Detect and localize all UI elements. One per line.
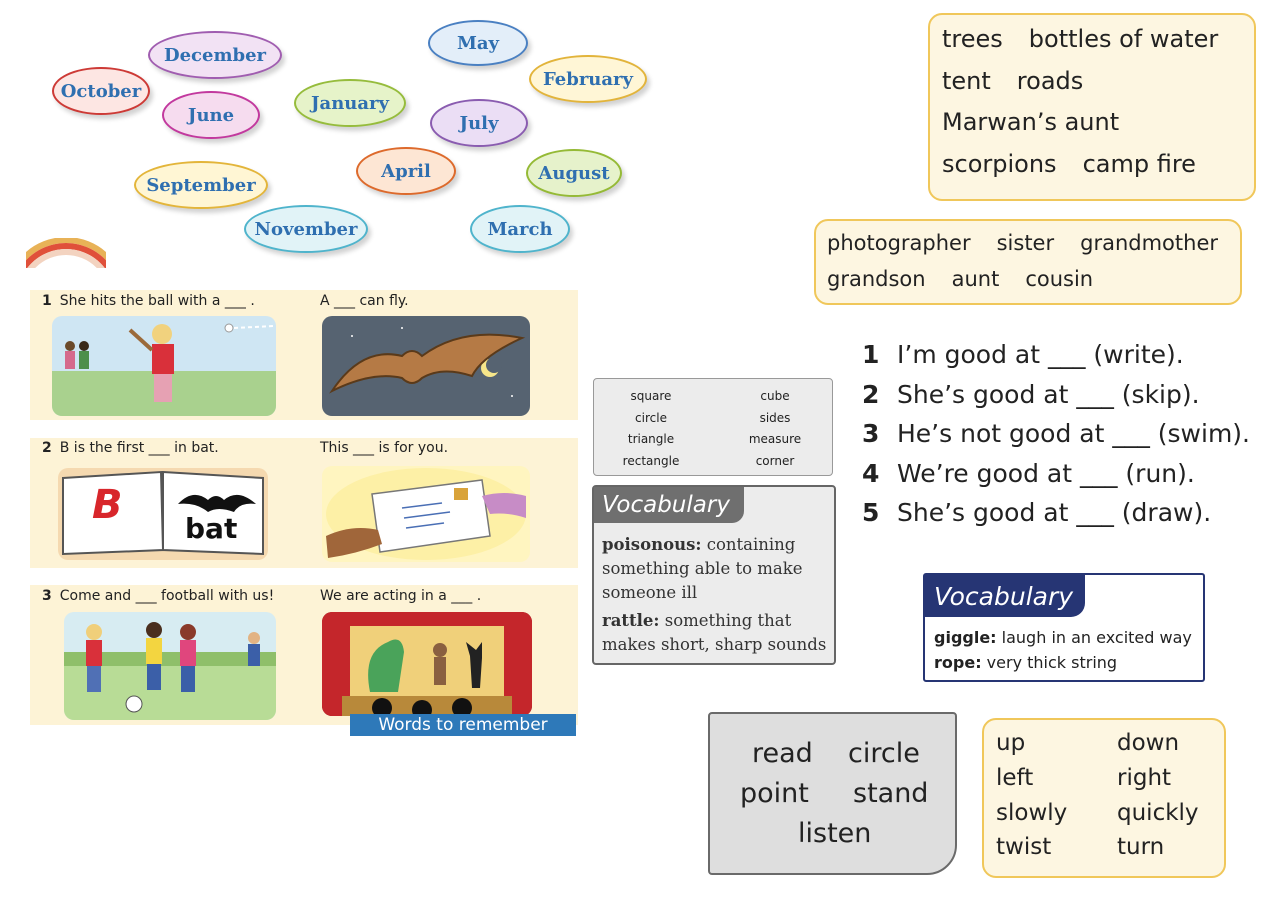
word: twist [996,834,1052,860]
vocabulary-heading: Vocabulary [594,487,744,523]
vocabulary-entry [602,609,832,657]
word: Marwan’s aunt [942,108,1120,136]
word: circle [848,738,920,769]
word: listen [798,818,872,849]
exercise-panel [30,290,578,735]
vocabulary-term: giggle: [934,628,997,647]
word: down [1117,730,1180,756]
word: grandmother [1080,231,1218,255]
word: corner [755,454,795,468]
word: sides [759,411,791,425]
word: up [996,730,1026,756]
month-bubble: October [52,67,150,115]
word: turn [1117,834,1165,860]
vocabulary-heading: Vocabulary [925,575,1085,617]
vocabulary-definition: very thick string [981,653,1118,672]
family-word-box [814,219,1242,305]
alphabet-book-illustration [58,468,268,560]
word: square [630,389,672,403]
word: cousin [1025,267,1094,291]
month-bubble: August [526,149,622,197]
sentence-item: 5 She’s good at ___ (draw). [862,498,1212,527]
play-stage-illustration [322,612,532,716]
months-panel [26,5,664,267]
word: tent [942,67,991,95]
word: scorpions [942,150,1057,178]
bat-illustration [322,316,530,416]
girl-batting-illustration [52,316,276,416]
month-bubble: January [294,79,406,127]
word: triangle [627,432,675,446]
word: sister [996,231,1055,255]
vocabulary-box-serif [592,485,836,665]
month-bubble: September [134,161,268,209]
exercise-sentence: A ___ can fly. [320,293,409,309]
action-word-box [708,712,957,875]
word: stand [853,778,929,809]
month-bubble: July [430,99,528,147]
vocabulary-definition: laugh in an excited way [996,628,1192,647]
word-row [827,231,1244,255]
good-at-sentences [862,335,1262,533]
word: circle [635,411,667,425]
camping-word-box [928,13,1256,201]
vocabulary-term: rope: [934,653,982,672]
sentence-item: 1 I’m good at ___ (write). [862,340,1184,369]
vocabulary-entry [934,650,1192,675]
month-bubble: March [470,205,570,253]
vocabulary-definitions [934,625,1192,675]
sentence-item: 2 She’s good at ___ (skip). [862,379,1200,409]
shapes-word-box [593,378,833,476]
vocabulary-entry [602,533,832,605]
direction-word-box [982,718,1226,878]
word: left [996,765,1034,791]
word-row [942,25,1244,53]
rainbow-decoration [26,238,106,268]
exercise-sentence: 3 Come and ___ football with us! [42,588,275,604]
month-bubble: November [244,205,368,253]
word: aunt [951,267,1000,291]
word: roads [1016,67,1084,95]
word: point [740,778,809,809]
word: quickly [1117,800,1199,826]
vocabulary-term: poisonous: [602,535,702,554]
exercise-sentence: We are acting in a ___ . [320,588,482,604]
word: right [1117,765,1172,791]
football-illustration [64,612,276,720]
book-letter: B [92,482,123,528]
vocabulary-entry [934,625,1192,650]
exercise-sentence: 1 She hits the ball with a ___ . [42,293,255,309]
word: photographer [827,231,971,255]
book-word: bat [185,512,238,545]
word: cube [760,389,790,403]
month-bubble: June [162,91,260,139]
word: grandson [827,267,926,291]
vocabulary-term: rattle: [602,611,660,630]
month-bubble: December [148,31,282,79]
word-row [942,67,1109,95]
word: read [752,738,813,769]
word: trees [942,25,1003,53]
word-row [827,267,1119,291]
word-row [942,108,1145,136]
word: slowly [996,800,1068,826]
exercise-sentence: 2 B is the first ___ in bat. [42,440,219,456]
word: camp fire [1082,150,1196,178]
month-bubble: May [428,20,528,66]
vocabulary-definitions [602,533,832,657]
words-to-remember-banner: Words to remember [350,714,576,736]
month-bubble: April [356,147,456,195]
sentence-item: 4 We’re good at ___ (run). [862,458,1195,488]
word: rectangle [622,454,680,468]
exercise-sentence: This ___ is for you. [320,440,449,456]
vocabulary-definition: something that makes short, sharp sounds [602,611,827,654]
sentence-item: 3 He’s not good at ___ (swim). [862,419,1251,448]
vocabulary-box-sans [923,573,1205,682]
word-row [942,150,1222,178]
month-bubble: February [529,55,647,103]
word: bottles of water [1028,25,1219,53]
vocabulary-definition: containing something able to make someone ill [602,535,803,602]
envelope-illustration [322,466,530,562]
word: measure [748,432,802,446]
